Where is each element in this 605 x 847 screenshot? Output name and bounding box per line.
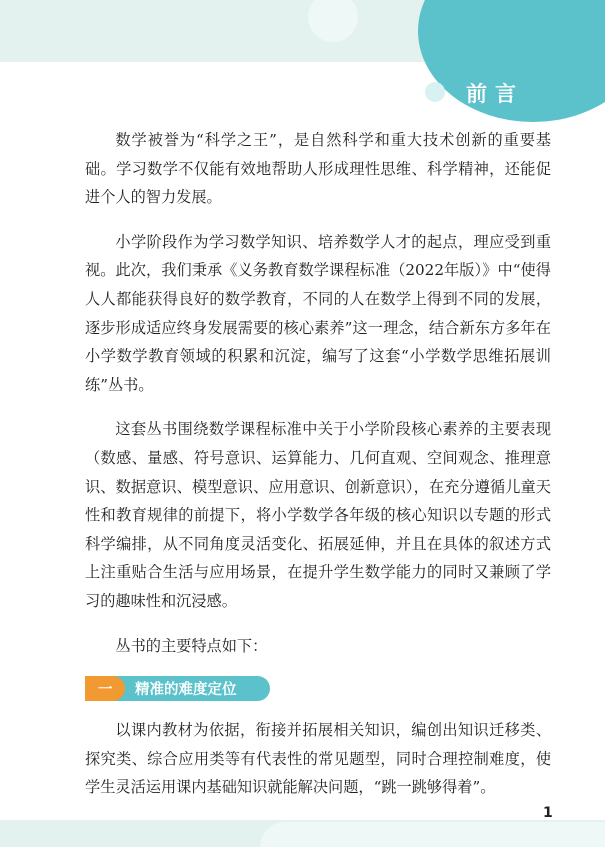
paragraph-purpose: 小学阶段作为学习数学知识、培养数学人才的起点，理应受到重视。此次，我们秉承《义务教育数学课程标准（2022年版）》中“使得人人都能获得良好的数学教育，不同的人在数学上得到不同的发展，逐步形成适应终身发展需要的核心素养”这一理念，结合新东方多年在小学数学教育领域的积累和沉淀，编写了这套“小学数学思维拓展训练”丛书。: [85, 232, 551, 394]
section-heading: [85, 676, 551, 702]
paragraph-intro: 数学被誉为“科学之王”，是自然科学和重大技术创新的重要基础。学习数学不仅能有效地帮助人形成理性思维、科学精神，还能促进个人的智力发展。: [85, 131, 551, 207]
paragraph-features-intro: 丛书的主要特点如下：: [115, 636, 268, 655]
paragraph-difficulty: 以课内教材为依据，衔接并拓展相关知识，编创出知识迁移类、探究类、综合应用类等有代表性的常见题型，同时合理控制难度，使学生灵活运用课内基础知识就能解决问题，“跳一跳够得着”。: [85, 721, 551, 797]
footer-band-highlight: [260, 822, 605, 847]
decorative-dot: [425, 82, 445, 102]
paragraph-design: 这套丛书围绕数学课程标准中关于小学阶段核心素养的主要表现（数感、量感、符号意识、运算能力、几何直观、空间观念、推理意识、数据意识、模型意识、应用意识、创新意识），在充分遵循儿童天性和教育规律的前提下，将小学数学各年级的核心知识以专题的形式科学编排，从不同角度灵活变化、拓展延伸，并且在具体的叙述方式上注重贴合生活与应用场景，在提升学生数学能力的同时又兼顾了学习的趣味性和沉浸感。: [85, 420, 551, 610]
page-number: 1: [543, 805, 553, 821]
preface-body: [85, 126, 551, 818]
section-number: 一: [98, 682, 113, 699]
page-title: 前言: [466, 82, 524, 106]
section-title: 精准的难度定位: [135, 682, 237, 699]
